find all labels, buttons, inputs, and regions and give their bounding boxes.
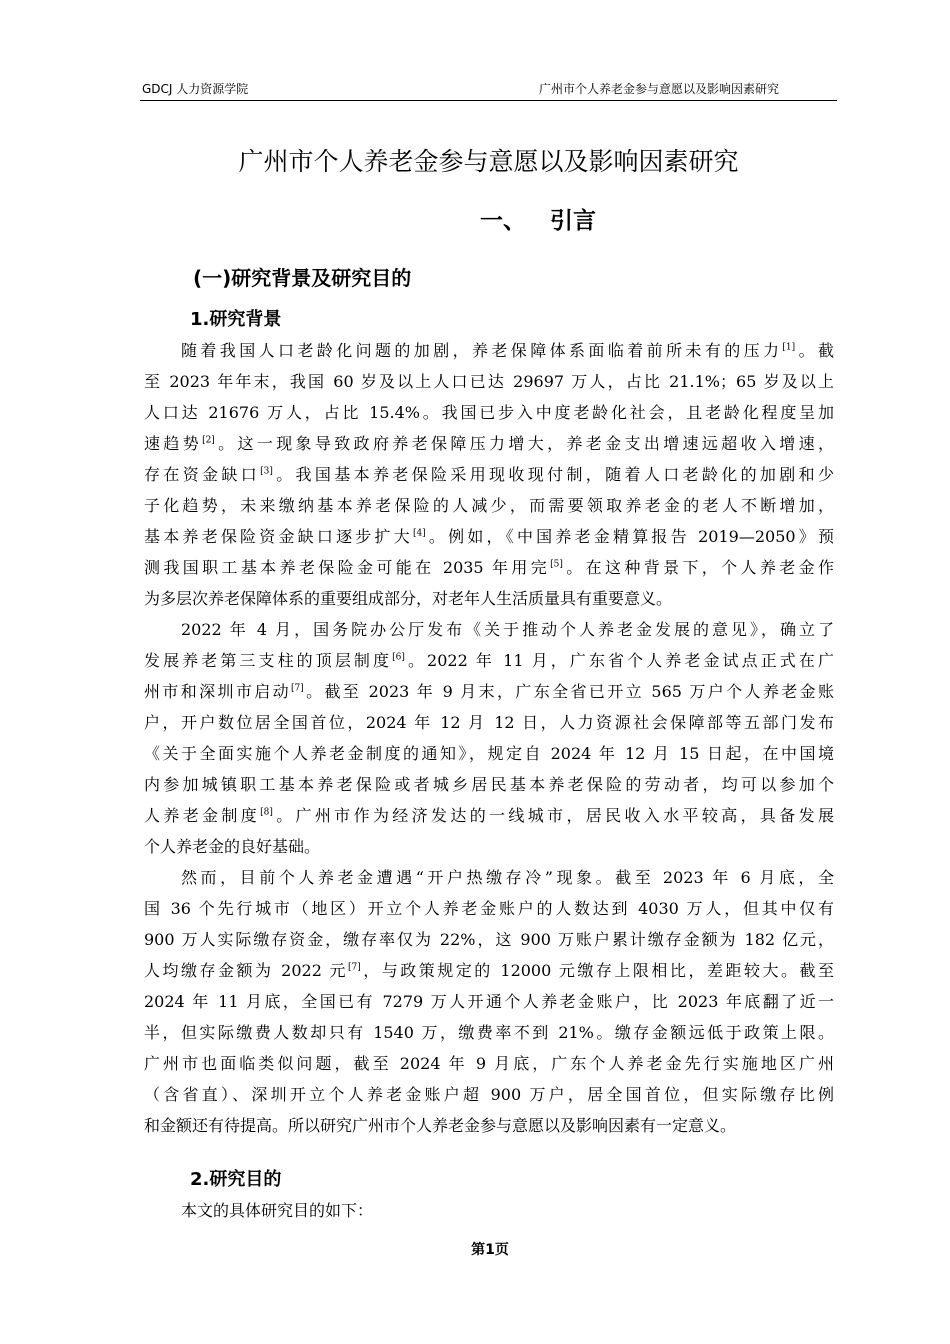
line-text: 。我国基本养老保险采用现收现付制，随着人口老龄化的加剧和少 — [272, 465, 834, 484]
line-text: 。这一现象导致政府养老保障压力增大，养老金支出增速远超收入增速， — [214, 434, 834, 453]
citation-ref: [3] — [260, 466, 273, 477]
text-line — [144, 862, 834, 893]
text-line — [144, 614, 834, 645]
text-line — [144, 335, 834, 366]
section-heading — [480, 204, 596, 238]
line-text: 随着我国人口老龄化问题的加剧，养老保障体系面临着前所未有的压力 — [181, 341, 783, 360]
line-text: 。在这种背景下，个人养老金作 — [562, 558, 834, 577]
line-text: 个人养老金的良好基础。 — [144, 837, 321, 856]
text-line — [144, 1048, 834, 1079]
text-line — [144, 366, 834, 397]
header-rule — [140, 100, 837, 101]
line-text: 半，但实际缴费人数却只有 1540 万，缴费率不到 21%。缴存金额远低于政策上限。 — [144, 1023, 834, 1042]
citation-ref: [4] — [412, 528, 426, 539]
text-line — [144, 552, 834, 583]
line-text: 测我国职工基本养老保险金可能在 2035 年用完 — [144, 558, 551, 577]
citation-ref: [8] — [260, 807, 273, 818]
text-line — [144, 1110, 834, 1141]
citation-ref: [5] — [550, 559, 563, 570]
line-text: 户，开户数位居全国首位，2024 年 12 月 12 日，人力资源社会保障部等五部门发布 — [144, 713, 834, 732]
line-text: 州市和深圳市启动 — [144, 682, 291, 701]
heading-background: 1.研究背景 — [190, 309, 282, 330]
citation-ref: [7] — [347, 962, 361, 973]
line-text: 。截至 2023 年 9 月末，广东全省已开立 565 万户个人养老金账 — [303, 682, 834, 701]
text-line — [144, 1079, 834, 1110]
header-right: 广州市个人养老金参与意愿以及影响因素研究 — [538, 82, 779, 96]
line-text: 。例如，《中国养老金精算报告 2019—2050》预 — [425, 527, 834, 546]
text-line — [144, 707, 834, 738]
paper-title: 广州市个人养老金参与意愿以及影响因素研究 — [238, 147, 739, 176]
text-line — [144, 490, 834, 521]
text-line — [144, 955, 834, 986]
text-line — [144, 800, 834, 831]
line-text: 为多层次养老保障体系的重要组成部分，对老年人生活质量具有重要意义。 — [144, 589, 673, 608]
line-text: 广州市也面临类似问题，截至 2024 年 9 月底，广东个人养老金先行实施地区广州 — [144, 1054, 834, 1073]
line-text: 。广州市作为经济发达的一线城市，居民收入水平较高，具备发展 — [272, 806, 834, 825]
line-text: 900 万人实际缴存资金，缴存率仅为 22%，这 900 万账户累计缴存金额为 182 亿元， — [144, 930, 834, 949]
line-text: 至 2023 年年末，我国 60 岁及以上人口已达 29697 万人，占比 21.1%；65 岁及以上 — [144, 372, 834, 391]
line-text: 内参加城镇职工基本养老保险或者城乡居民基本养老保险的劳动者，均可以参加个 — [144, 775, 834, 794]
line-text: ，与政策规定的 12000 元缴存上限相比，差距较大。截至 — [360, 961, 834, 980]
text-line — [144, 521, 834, 552]
page-number: 第1页 — [471, 1242, 509, 1258]
paragraph-2 — [144, 614, 834, 862]
section-number: 一、 — [480, 208, 526, 234]
text-line — [144, 583, 834, 614]
header-left: GDCJ 人力资源学院 — [142, 82, 249, 96]
text-line — [144, 831, 834, 862]
text-line — [144, 459, 834, 490]
citation-ref: [1] — [782, 342, 796, 353]
line-text: 2022 年 4 月，国务院办公厅发布《关于推动个人养老金发展的意见》，确立了 — [181, 620, 834, 639]
text-line — [144, 1017, 834, 1048]
citation-ref: [7] — [290, 683, 304, 694]
running-header — [140, 80, 837, 98]
line-text: 《关于全面实施个人养老金制度的通知》，规定自 2024 年 12 月 15 日起，在中国境 — [144, 744, 834, 763]
section-title: 引言 — [550, 208, 596, 234]
text-line — [144, 1195, 834, 1226]
line-text: 和金额还有待提高。所以研究广州市个人养老金参与意愿以及影响因素有一定意义。 — [144, 1116, 737, 1135]
text-line — [144, 769, 834, 800]
text-line — [144, 893, 834, 924]
text-line — [144, 645, 834, 676]
paragraph-4 — [144, 1195, 834, 1226]
line-text: 速趋势 — [144, 434, 203, 453]
citation-ref: [2] — [202, 435, 215, 446]
line-text: 然而，目前个人养老金遭遇“开户热缴存冷”现象。截至 2023 年 6 月底，全 — [181, 868, 834, 887]
paragraph-1 — [144, 335, 834, 614]
line-text: 国 36 个先行城市（地区）开立个人养老金账户的人数达到 4030 万人，但其中仅有 — [144, 899, 834, 918]
line-text: 子化趋势，未来缴纳基本养老保险的人减少，而需要领取养老金的老人不断增加， — [144, 496, 834, 515]
line-text: 基本养老保险资金缺口逐步扩大 — [144, 527, 413, 546]
line-text: 人养老金制度 — [144, 806, 261, 825]
heading-purpose: 2.研究目的 — [190, 1169, 282, 1190]
line-text: （含省直）、深圳开立个人养老金账户超 900 万户，居全国首位，但实际缴存比例 — [144, 1085, 834, 1104]
text-line — [144, 738, 834, 769]
line-text: 本文的具体研究目的如下： — [181, 1201, 374, 1220]
text-line — [144, 986, 834, 1017]
line-text: 人均缴存金额为 2022 元 — [144, 961, 348, 980]
line-text: 发展养老第三支柱的顶层制度 — [144, 651, 393, 670]
text-line — [144, 397, 834, 428]
line-text: 2024 年 11 月底，全国已有 7279 万人开通个人养老金账户，比 2023 年底翻了近一 — [144, 992, 834, 1011]
citation-ref: [6] — [392, 652, 405, 663]
text-line — [144, 676, 834, 707]
subsection-heading: (一)研究背景及研究目的 — [193, 266, 412, 290]
line-text: 。2022 年 11 月，广东省个人养老金试点正式在广 — [404, 651, 834, 670]
paragraph-3 — [144, 862, 834, 1141]
line-text: 存在资金缺口 — [144, 465, 261, 484]
text-line — [144, 428, 834, 459]
line-text: 。截 — [795, 341, 834, 360]
line-text: 人口达 21676 万人，占比 15.4%。我国已步入中度老龄化社会，且老龄化程度呈加 — [144, 403, 834, 422]
text-line — [144, 924, 834, 955]
